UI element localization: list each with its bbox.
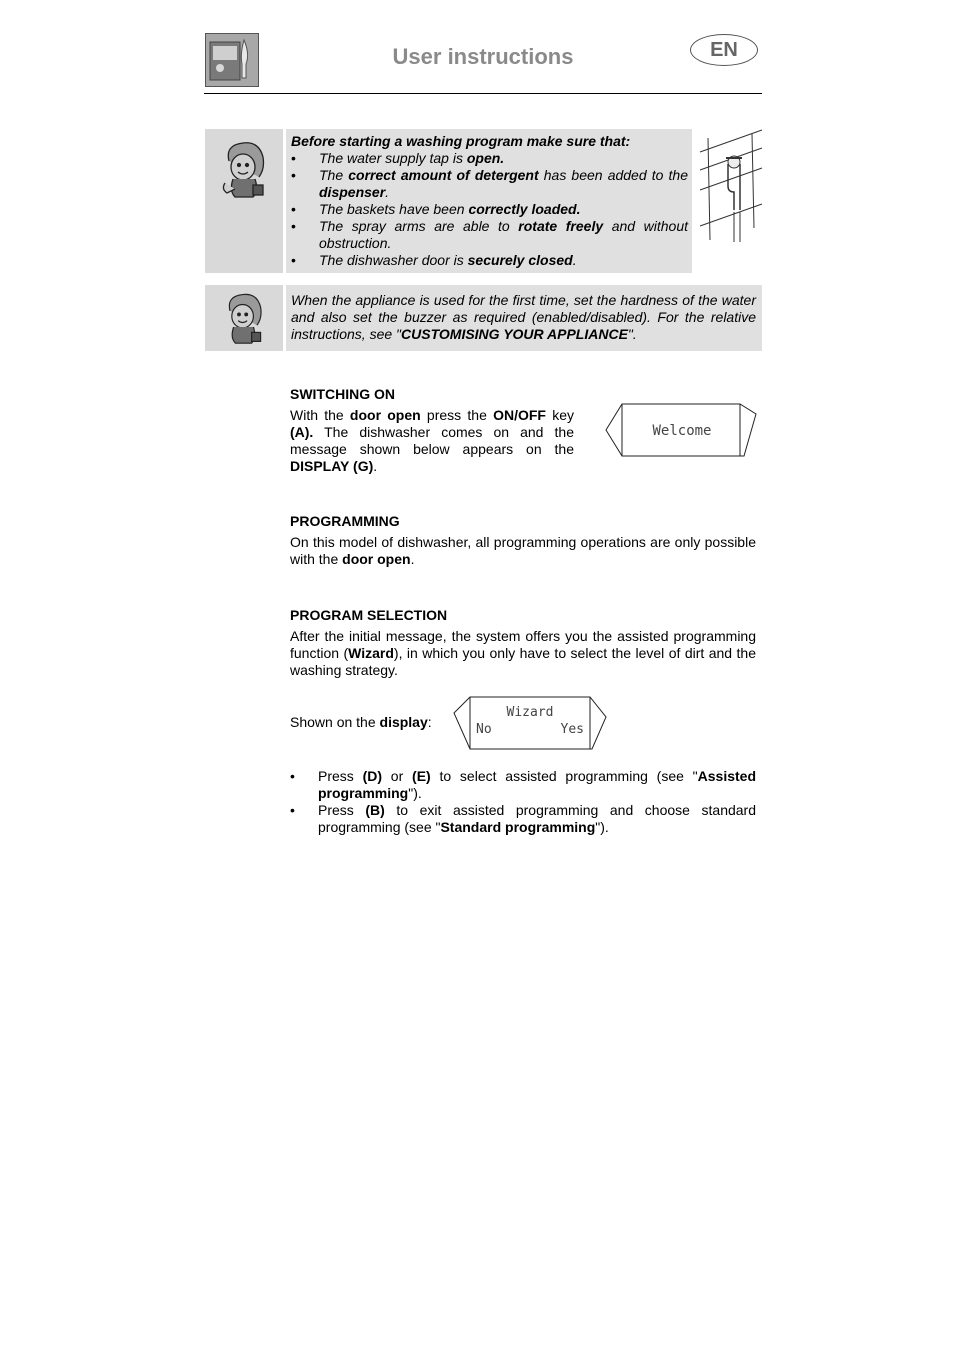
program-selection-bullets — [290, 768, 756, 836]
welcome-display-text: Welcome — [652, 423, 712, 439]
first-use-link-text: CUSTOMISING YOUR APPLIANCE — [401, 326, 628, 342]
checklist-item: • The correct amount of detergent has been added to the dispenser. — [291, 167, 688, 201]
selection-bullet: • Press (D) or (E) to select assisted programming (see "Assisted programming"). — [290, 768, 756, 802]
water-tap-icon — [696, 128, 764, 244]
wizard-display — [452, 695, 608, 751]
checklist-item: • The baskets have been correctly loaded. — [291, 201, 688, 218]
checklist-item: • The spray arms are able to rotate freely and without obstruction. — [291, 218, 688, 252]
first-use-text: When the appliance is used for the first time, set the hardness of the water and also set the buzzer as required (enabled/disabled). For the relative instructions, see " — [291, 292, 756, 342]
note-mascot-icon — [205, 129, 283, 273]
language-badge: EN — [690, 34, 758, 66]
checklist-item: • The water supply tap is open. — [291, 150, 688, 167]
program-selection-paragraph: After the initial message, the system offers you the assisted programming function (Wizard), in which you only have to select the level of dirt and the washing strategy. — [290, 628, 756, 678]
dishwasher-logo-icon — [205, 33, 259, 87]
pre-wash-checklist-note — [286, 129, 692, 273]
note-mascot-icon — [205, 285, 283, 351]
wizard-display-title: Wizard — [506, 705, 554, 720]
page-title: User instructions — [392, 44, 574, 69]
first-use-end: ". — [627, 326, 637, 342]
programming-heading: PROGRAMMING — [290, 513, 400, 529]
checklist-intro: Before starting a washing program make sure that: — [291, 133, 631, 149]
wizard-display-yes: Yes — [560, 722, 584, 737]
checklist — [291, 150, 688, 269]
switching-on-paragraph: With the door open press the ON/OFF key (A). The dishwasher comes on and the message shown below appears on the DISPLAY (G). — [290, 407, 574, 474]
first-use-note — [286, 285, 762, 351]
header-divider — [204, 93, 762, 94]
wizard-display-no: No — [476, 722, 492, 737]
checklist-item: • The dishwasher door is securely closed. — [291, 252, 688, 269]
selection-bullet: • Press (B) to exit assisted programming and choose standard programming (see "Standard programming"). — [290, 802, 756, 836]
programming-paragraph: On this model of dishwasher, all programming operations are only possible with the door open. — [290, 534, 756, 567]
welcome-display — [604, 402, 758, 458]
shown-on-display-label: Shown on the display: — [290, 714, 432, 730]
program-selection-heading: PROGRAM SELECTION — [290, 607, 448, 623]
switching-on-heading: SWITCHING ON — [290, 386, 395, 402]
